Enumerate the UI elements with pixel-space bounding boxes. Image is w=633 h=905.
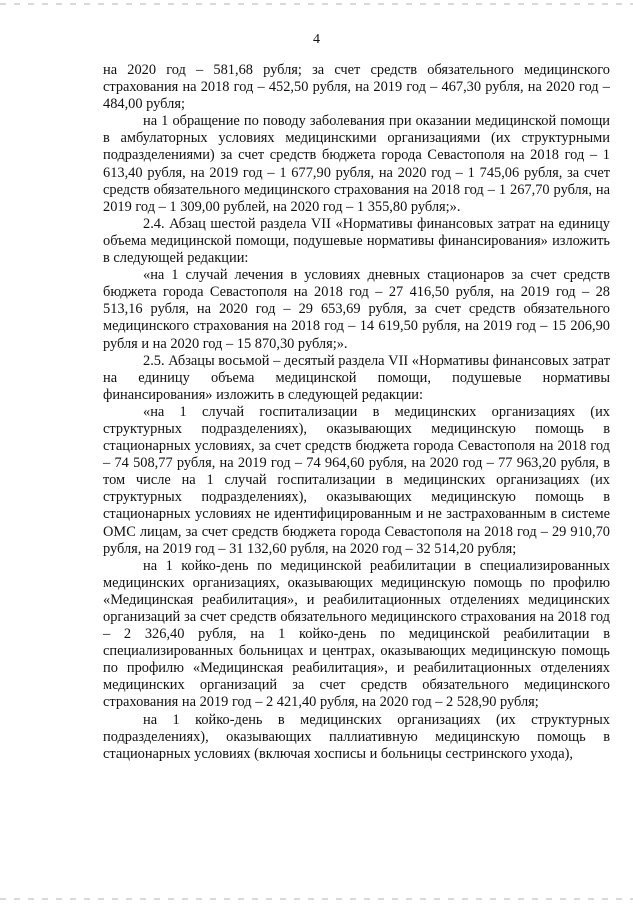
document-body: [103, 62, 610, 763]
paragraph-3: 2.4. Абзац шестой раздела VII «Нормативы финансовых затрат на единицу объема медицинской помощи, подушевые нормативы финансирования» изложить в следующей редакции:: [103, 215, 610, 267]
paragraph-8: на 1 койко-день в медицинских организациях (их структурных подразделениях), оказывающих паллиативную медицинскую помощь в стационарных условиях (включая хосписы и больницы сестринского ухода),: [103, 711, 610, 762]
paragraph-1: на 2020 год – 581,68 рубля; за счет средств обязательного медицинского страхования на 2018 год – 452,50 рубля, на 2019 год – 467,30 рубля, на 2020 год – 484,00 рубля;: [103, 62, 610, 113]
scan-artifact-top: [0, 3, 633, 5]
page-number: 4: [313, 32, 320, 47]
paragraph-6: «на 1 случай госпитализации в медицинских организациях (их структурных подразделениях), оказывающих медицинскую помощь в стационарных условиях, за счет средств бюджета города Севастополя на 2018 год – 74 508,77 рубля, на 2019 год – 74 964,60 рубля, на 2020 год – 77 963,20 рубля, в том числе на 1 случай госпитализации в медицинских организациях (их структурных подразделениях), оказывающих медицинскую помощь в стационарных условиях не идентифицированным и не застрахованным в системе ОМС лицам, за счет средств бюджета города Севастополя на 2018 год – 29 910,70 рубля, на 2019 год – 31 132,60 рубля, на 2020 год – 32 514,20 рубля;: [103, 403, 610, 557]
paragraph-4: «на 1 случай лечения в условиях дневных стационаров за счет средств бюджета города Севастополя на 2018 год – 27 416,50 рубля, на 2019 год – 28 513,16 рубля, на 2020 год – 29 653,69 рубля, за счет средств обязательного медицинского страхования на 2018 год – 14 619,50 рубля, на 2019 год – 15 206,90 рубля и на 2020 год – 15 870,30 рубля;».: [103, 267, 610, 352]
paragraph-2: на 1 обращение по поводу заболевания при оказании медицинской помощи в амбулаторных условиях медицинскими организациями (их структурными подразделениями) за счет средств бюджета города Севастополя на 2018 год – 1 613,40 рубля, на 2019 год – 1 677,90 рубля, на 2020 год – 1 745,06 рубля, за счет средств обязательного медицинского страхования на 2018 год – 1 267,70 рубля, на 2019 год – 1 309,00 рублей, на 2020 год – 1 355,80 рубля;».: [103, 113, 610, 215]
paragraph-5: 2.5. Абзацы восьмой – десятый раздела VII «Нормативы финансовых затрат на единицу объема медицинской помощи, подушевые нормативы финансирования» изложить в следующей редакции:: [103, 352, 610, 403]
paragraph-7: на 1 койко-день по медицинской реабилитации в специализированных медицинских организациях, оказывающих медицинскую помощь по профилю «Медицинская реабилитация», и реабилитационных отделениях медицинских организаций за счет средств обязательного медицинского страхования на 2018 год – 2 326,40 рубля, на 1 койко-день по медицинской реабилитации в специализированных больницах и центрах, оказывающих медицинскую помощь по профилю «Медицинская реабилитация», и реабилитационных отделениях медицинских организаций за счет средств обязательного медицинского страхования на 2019 год – 2 421,40 рубля, на 2020 год – 2 528,90 рубля;: [103, 557, 610, 711]
scan-artifact-bottom: [0, 898, 633, 900]
